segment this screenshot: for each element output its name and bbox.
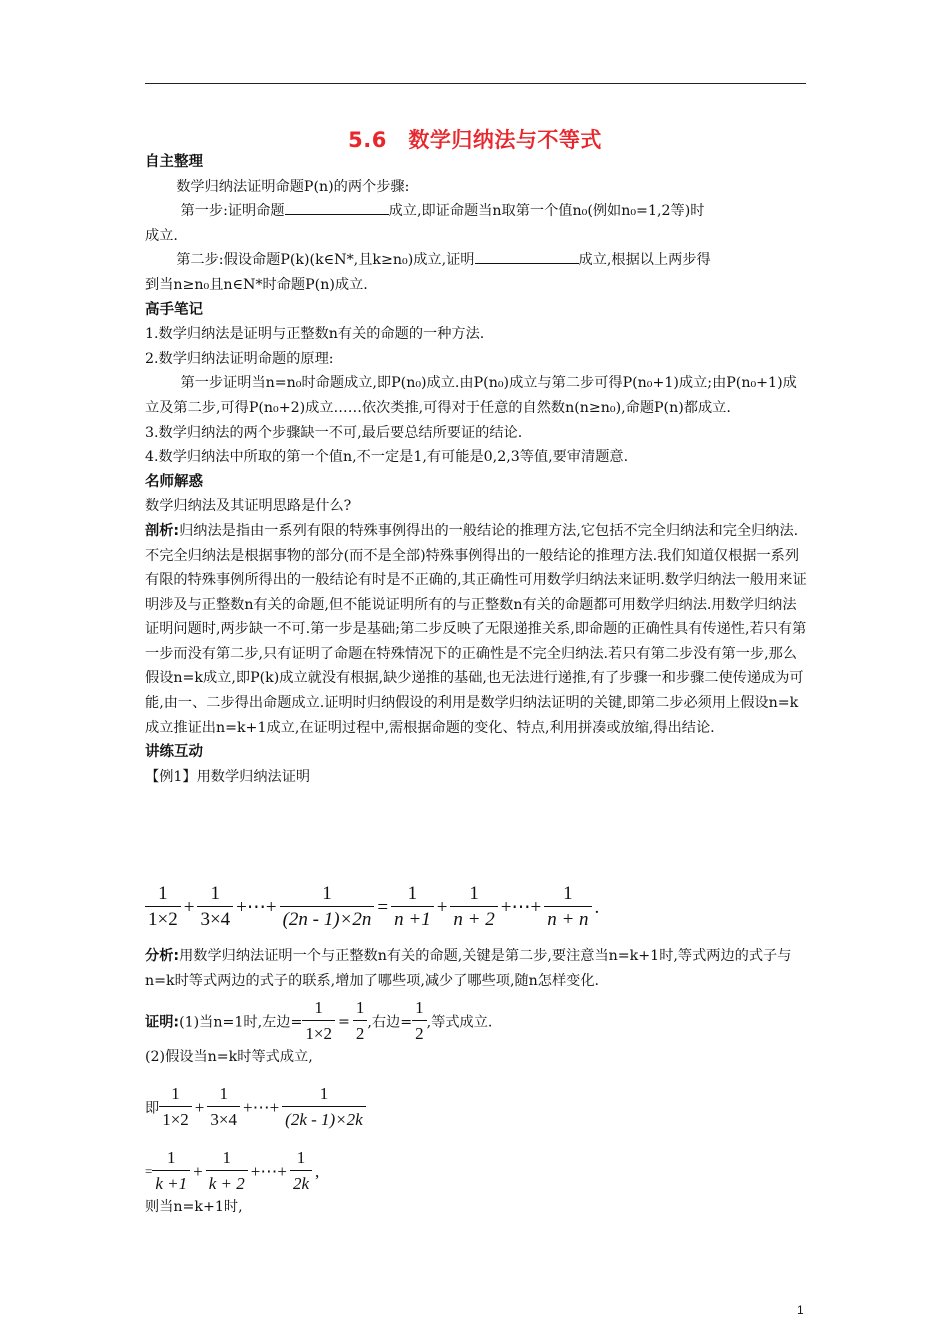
denominator: 2k	[292, 1174, 309, 1193]
equals-sign: =	[145, 1163, 153, 1179]
paragraph	[145, 519, 809, 740]
numerator: 1	[206, 1146, 248, 1171]
fraction	[290, 1146, 312, 1197]
equals-sign: =	[377, 896, 389, 918]
section-heading: 自主整理	[145, 154, 203, 170]
numerator: 1	[290, 1146, 312, 1171]
fraction	[412, 996, 427, 1047]
ellipsis-sum: +⋯+	[242, 1097, 280, 1117]
fraction	[280, 882, 375, 933]
analysis-block	[145, 944, 809, 993]
denominator: (2k - 1)×2k	[285, 1110, 363, 1129]
fill-blank	[285, 200, 389, 215]
numerator: 1	[152, 1146, 190, 1171]
denominator: n + 2	[453, 909, 495, 930]
section-heading: 高手笔记	[145, 301, 203, 318]
denominator: n +1	[394, 909, 431, 930]
page-title: 5.6 数学归纳法与不等式	[348, 128, 602, 152]
fraction	[353, 996, 368, 1047]
plus-sign: +	[436, 896, 448, 918]
ellipsis-sum: +⋯+	[236, 897, 277, 918]
plus-sign: +	[183, 896, 195, 918]
paragraph: 4.数学归纳法中所取的第一个值n,不一定是1,有可能是0,2,3等值,要审清题意.	[145, 449, 629, 466]
label: 证明:	[145, 1014, 180, 1031]
denominator: (2n - 1)×2n	[282, 909, 372, 930]
denominator: 1×2	[148, 909, 178, 930]
numerator: 1	[450, 882, 497, 907]
fraction	[206, 1146, 248, 1197]
paragraph	[145, 199, 809, 224]
period: .	[594, 896, 600, 918]
fraction	[302, 996, 335, 1047]
proof-step-1	[145, 996, 492, 1047]
fraction	[544, 882, 591, 933]
fraction	[197, 882, 233, 933]
text: 用数学归纳法证明一个与正整数n有关的命题,关键是第二步,要注意当n=k+1时,等式两边的式子与n=k时等式两边的式子的联系,增加了哪些项,减少了哪些项,随n怎样变化.	[145, 948, 792, 989]
fraction	[145, 882, 181, 933]
numerator: 1	[145, 882, 181, 907]
text: 第二步:假设命题P(k)(k∈N*,且k≥n₀)成立,证明	[176, 252, 475, 269]
paragraph: 数学归纳法证明命题P(n)的两个步骤:	[176, 178, 410, 195]
label: 分析:	[145, 948, 180, 964]
fraction	[391, 882, 434, 933]
plus-sign: +	[193, 1161, 203, 1181]
fill-blank	[475, 249, 579, 264]
plus-sign: +	[194, 1097, 205, 1117]
page-number: 1	[797, 1303, 804, 1317]
paragraph: 1.数学归纳法是证明与正整数n有关的命题的一种方法.	[145, 326, 485, 343]
fraction	[152, 1146, 190, 1197]
paragraph	[145, 944, 809, 993]
text: ,等式成立.	[426, 1014, 493, 1031]
equation-example-1	[145, 882, 602, 933]
fraction	[207, 1082, 240, 1133]
equals-sign: =	[337, 1013, 350, 1030]
numerator: 1	[207, 1082, 240, 1107]
denominator: n + n	[547, 909, 589, 930]
fraction	[450, 882, 497, 933]
paragraph: 2.数学归纳法证明命题的原理:	[145, 350, 334, 367]
equation-hypothesis-right	[145, 1146, 322, 1197]
ellipsis-sum: +⋯+	[500, 897, 542, 918]
label: 剖析:	[145, 522, 180, 539]
text: 即	[145, 1100, 160, 1117]
numerator: 1	[544, 882, 591, 907]
paragraph: 第一步证明当n=n₀时命题成立,即P(n₀)成立.由P(n₀)成立与第二步可得P(n₀+1)成立;由P(n₀+1)成立及第二步,可得P(n₀+2)成立……依次类推,可得对于任意的自然数n(n≥n₀),命题P(n)都成立.	[145, 375, 797, 416]
paragraph: 3.数学归纳法的两个步骤缺一不可,最后要总结所要证的结论.	[145, 424, 523, 441]
section-heading: 名师解惑	[145, 473, 203, 490]
section-heading: 讲练互动	[145, 744, 203, 761]
denominator: k + 2	[208, 1174, 245, 1193]
paragraph	[145, 248, 809, 273]
paragraph: 到当n≥n₀且n∈N*时命题P(n)成立.	[145, 276, 368, 293]
denominator: k +1	[155, 1174, 188, 1193]
numerator: 1	[197, 882, 233, 907]
text: ,右边=	[367, 1014, 413, 1031]
denominator: 1×2	[305, 1024, 332, 1043]
paragraph: 成立.	[145, 227, 178, 244]
paragraph: 数学归纳法及其证明思路是什么?	[145, 498, 352, 515]
header-rule	[145, 83, 806, 84]
numerator: 1	[302, 996, 335, 1021]
text: 归纳法是指由一系列有限的特殊事例得出的一般结论的推理方法,它包括不完全归纳法和完全归纳法.不完全归纳法是根据事物的部分(而不是全部)特殊事例得出的一般结论的推理方法.我们知道仅根据一系列有限的特殊事例所得出的一般结论有时是不正确的,其正确性可用数学归纳法来证明.数学归纳法一般用来证明涉及与正整数n有关的命题,但不能说证明所有的与正整数n有关的命题都可用数学归纳法.用数学归纳法证明问题时,两步缺一不可.第一步是基础;第二步反映了无限递推关系,即命题的正确性具有传递性,若只有第一步而没有第二步,只有证明了命题在特殊情况下的正确性是不完全归纳法.若只有第二步没有第一步,那么假设n=k成立,即P(k)成立就没有根据,缺少递推的基础,也无法进行递推,有了步骤一和步骤二使传递成为可能,由一、二步得出命题成立.证明时归纳假设的利用是数学归纳法证明的关键,即第二步必须用上假设n=k成立推证出n=k+1成立,在证明过程中,需根据命题的变化、特点,利用拼凑或放缩,得出结论.	[145, 522, 807, 736]
ellipsis-sum: +⋯+	[250, 1161, 287, 1181]
numerator: 1	[391, 882, 434, 907]
text: 第一步:证明命题	[180, 203, 285, 220]
proof-continuation: 则当n=k+1时,	[145, 1199, 243, 1215]
numerator: 1	[280, 882, 375, 907]
text: 成立,根据以上两步得	[578, 252, 711, 269]
denominator: 2	[415, 1024, 424, 1043]
text: (1)当n=1时,左边=	[179, 1014, 303, 1031]
numerator: 1	[353, 996, 368, 1021]
denominator: 2	[355, 1024, 365, 1043]
denominator: 1×2	[162, 1110, 189, 1129]
paragraph: 【例1】用数学归纳法证明	[145, 768, 311, 785]
comma: ,	[314, 1161, 320, 1181]
numerator: 1	[412, 996, 427, 1021]
numerator: 1	[159, 1082, 192, 1107]
fraction	[282, 1082, 366, 1133]
equation-hypothesis-left	[145, 1082, 366, 1133]
numerator: 1	[282, 1082, 366, 1107]
denominator: 3×4	[210, 1110, 237, 1129]
document-body	[145, 150, 809, 789]
denominator: 3×4	[200, 909, 231, 930]
fraction	[159, 1082, 192, 1133]
proof-step-2: (2)假设当n=k时等式成立,	[145, 1049, 313, 1065]
text: 成立,即证命题当n取第一个值n₀(例如n₀=1,2等)时	[388, 203, 705, 220]
